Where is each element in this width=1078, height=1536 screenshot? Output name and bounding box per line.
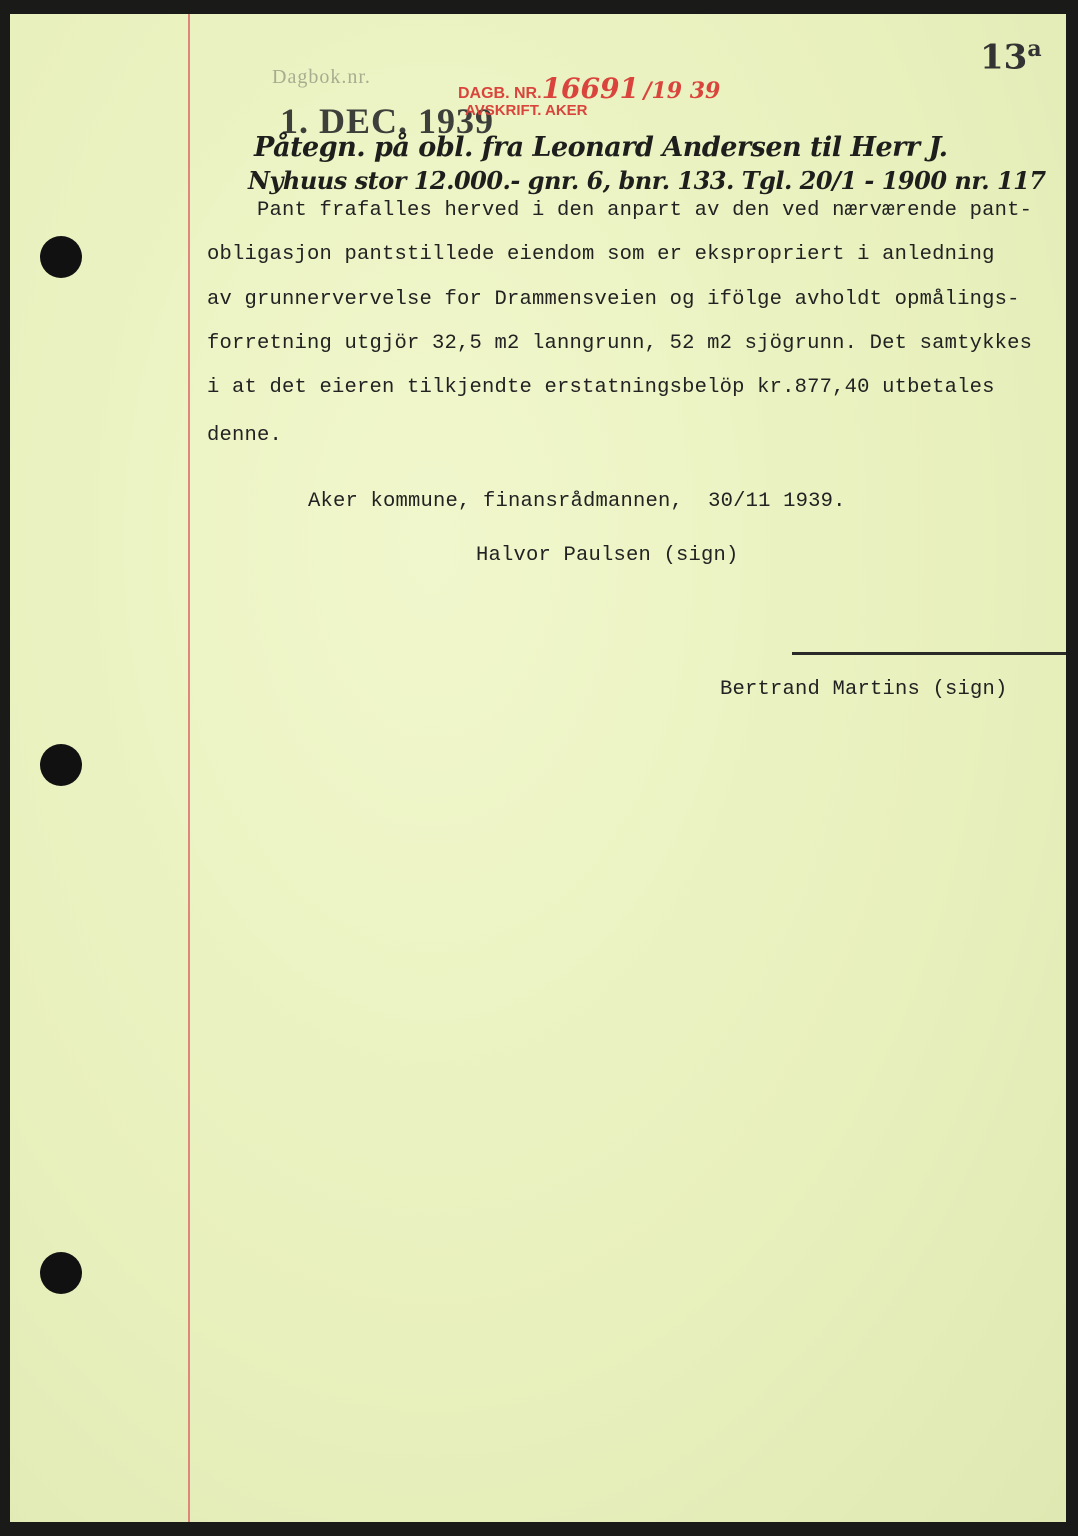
body-line: av grunnervervelse for Drammensveien og ifölge avholdt opmålings- bbox=[207, 288, 1020, 311]
handwritten-heading-line-2: Nyhuus stor 12.000.- gnr. 6, bnr. 133. Tgl. 20/1 - 1900 nr. 117 bbox=[248, 166, 1046, 195]
document-page bbox=[10, 14, 1066, 1522]
page-number: 13$^a$ bbox=[980, 36, 1042, 78]
body-line: i at det eieren tilkjendte erstatningsbelöp kr.877,40 utbetales bbox=[207, 376, 995, 399]
body-line: denne. bbox=[207, 424, 283, 447]
signature-divider bbox=[792, 652, 1066, 655]
handwritten-heading-line-1: Påtegn. på obl. fra Leonard Andersen til Herr J. bbox=[254, 132, 948, 163]
body-line: forretning utgjör 32,5 m2 lanngrunn, 52 m2 sjögrunn. Det samtykkes bbox=[207, 332, 1033, 355]
signature-halvor-paulsen: Halvor Paulsen (sign) bbox=[476, 544, 739, 567]
diary-number-stamp: DAGB. NR.16691 /19 39 bbox=[458, 72, 721, 105]
date-stamp: 1. DEC. 1939 bbox=[280, 101, 495, 141]
body-line: Pant frafalles herved i den anpart av den ved nærværende pant- bbox=[207, 199, 1033, 222]
place-date-line: Aker kommune, finansrådmannen, 30/11 1939. bbox=[308, 490, 846, 513]
red-margin-line bbox=[188, 14, 190, 1522]
signature-bertrand-martins: Bertrand Martins (sign) bbox=[720, 678, 1008, 701]
binder-hole-icon bbox=[40, 744, 82, 786]
copy-stamp: AVSKRIFT. AKER bbox=[465, 102, 588, 119]
binder-hole-icon bbox=[40, 236, 82, 278]
faded-register-text: Dagbok.nr. bbox=[272, 66, 371, 88]
binder-hole-icon bbox=[40, 1252, 82, 1294]
body-line: obligasjon pantstillede eiendom som er ekspropriert i anledning bbox=[207, 243, 995, 266]
